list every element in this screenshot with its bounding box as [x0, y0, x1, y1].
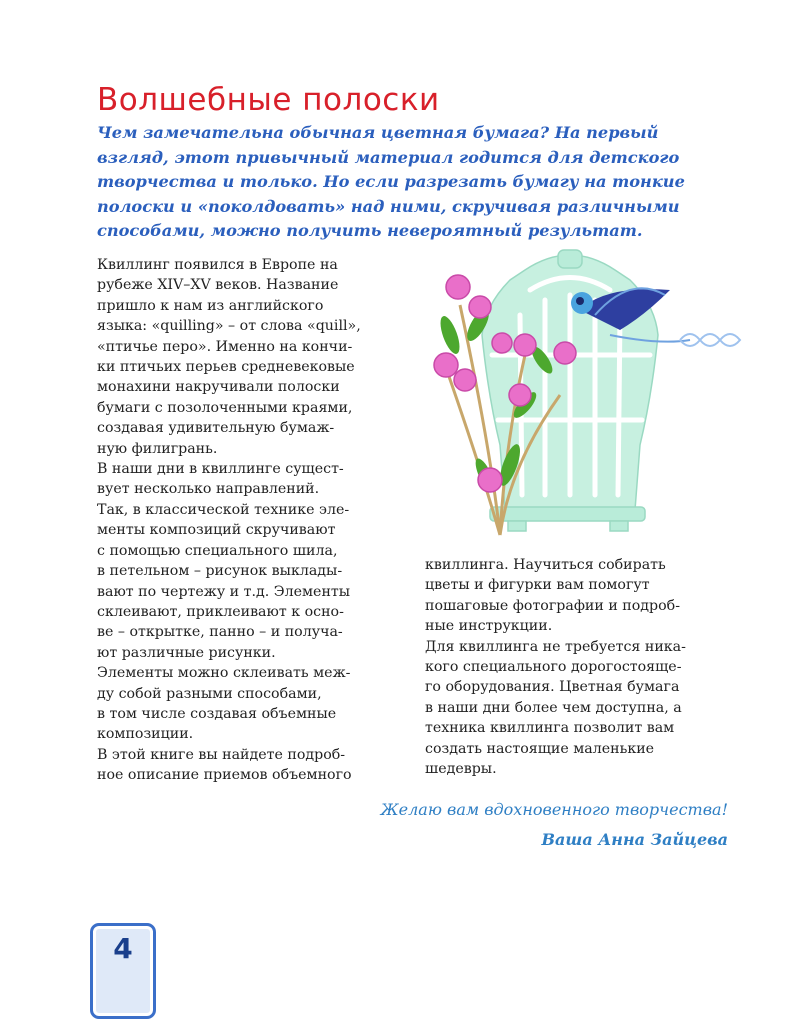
text-line: В наши дни в квиллинге сущест- [97, 461, 344, 478]
text-line: ду собой разными способами, [97, 685, 322, 702]
left-text-column [97, 255, 361, 786]
intro-line: взгляд, этот привычный материал годится для детского [97, 147, 680, 167]
page-title: Волшебные полоски [97, 82, 440, 118]
page-number: 4 [113, 932, 133, 965]
text-line: Элементы можно склеивать меж- [97, 665, 351, 682]
page-number-box [90, 923, 156, 1019]
intro-line: способами, можно получить невероятный результат. [97, 221, 643, 240]
text-line: квиллинга. Научиться собирать [425, 557, 666, 573]
text-line: В этой книге вы найдете подроб- [97, 746, 346, 763]
closing-wish: Желаю вам вдохновенного творчества! [380, 800, 728, 819]
text-line: шедевры. [425, 761, 497, 778]
text-line: с помощью специального шила, [97, 542, 338, 559]
intro-line: Чем замечательна обычная цветная бумага? На первый [97, 123, 659, 142]
text-line: кого специального дорогостояще- [425, 659, 682, 676]
intro-paragraph [97, 121, 737, 244]
text-line: в петельном – рисунок выклады- [97, 563, 343, 580]
text-line: Квиллинг появился в Европе на [97, 257, 338, 273]
text-line: ные инструкции. [425, 618, 553, 635]
text-line: менты композиций скручивают [97, 522, 336, 539]
author-signature: Ваша Анна Зайцева [541, 830, 728, 849]
text-line: бумаги с позолоченными краями, [97, 399, 353, 416]
text-line: ную филигрань. [97, 440, 218, 457]
right-text-column [425, 555, 686, 779]
text-line: цветы и фигурки вам помогут [425, 577, 650, 594]
text-line: композиции. [97, 726, 194, 743]
text-line: ное описание приемов объемного [97, 767, 352, 784]
text-line: склеивают, приклеивают к осно- [97, 603, 344, 620]
text-line: ки птичьих перьев средневековые [97, 359, 355, 376]
text-line: пошаговые фотографии и подроб- [425, 597, 681, 614]
text-line: техника квиллинга позволит вам [425, 720, 675, 737]
text-line: создавая удивительную бумаж- [97, 420, 335, 437]
text-line: Для квиллинга не требуется ника- [425, 638, 686, 655]
text-line: пришло к нам из английского [97, 297, 324, 314]
text-line: вают по чертежу и т.д. Элементы [97, 583, 351, 600]
intro-line: полоски и «поколдовать» над ними, скручивая различными [97, 196, 680, 216]
text-line: ве – открытке, панно – и получа- [97, 624, 343, 641]
text-line: ют различные рисунки. [97, 644, 276, 661]
text-line: в том числе создавая объемные [97, 705, 337, 722]
text-line: в наши дни более чем доступна, а [425, 699, 682, 716]
text-line: создать настоящие маленькие [425, 740, 655, 757]
quilling-birdcage-illustration [430, 245, 775, 545]
text-line: «птичье перо». Именно на кончи- [97, 338, 353, 355]
text-line: монахини накручивали полоски [97, 379, 340, 396]
text-line: го оборудования. Цветная бумага [425, 679, 680, 696]
text-line: языка: «quilling» – от слова «quill», [97, 318, 361, 335]
text-line: вует несколько направлений. [97, 481, 320, 498]
intro-line: творчества и только. Но если разрезать бумагу на тонкие [97, 172, 685, 191]
text-line: Так, в классической технике эле- [97, 501, 350, 518]
text-line: рубеже XIV–XV веков. Название [97, 277, 339, 294]
